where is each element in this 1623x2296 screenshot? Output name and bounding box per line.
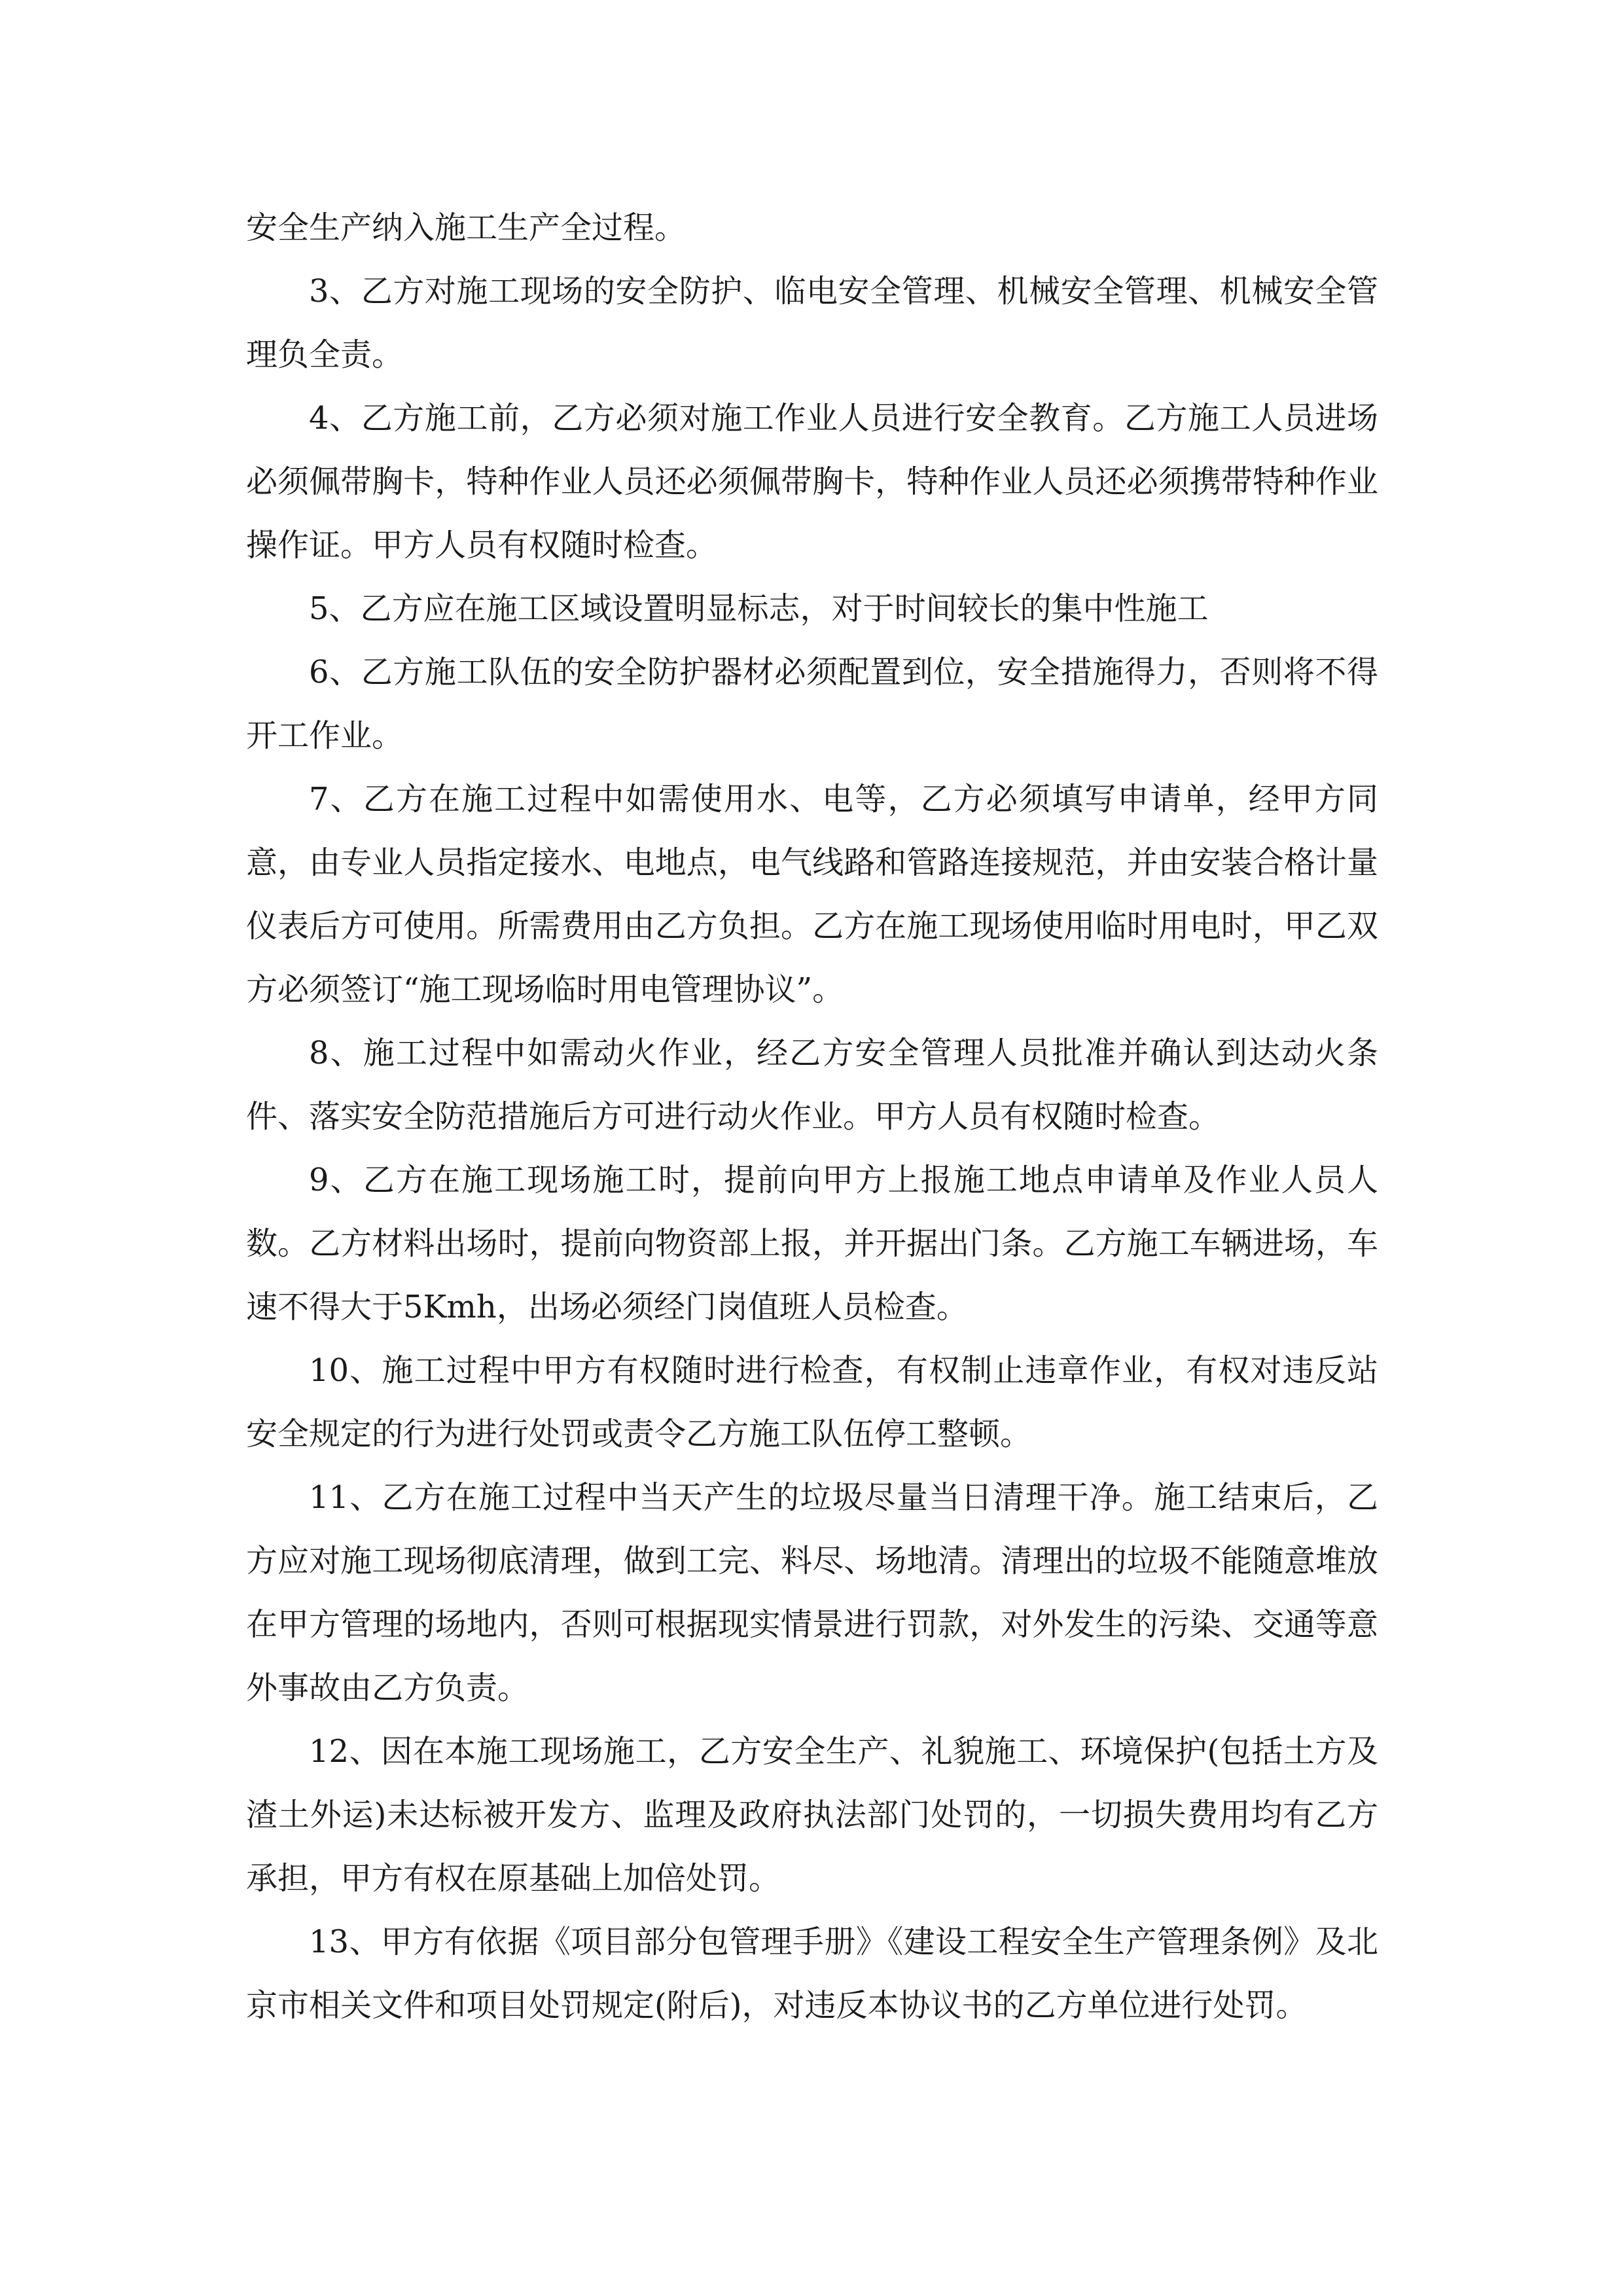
- clause-11: 11、乙方在施工过程中当天产生的垃圾尽量当日清理干净。施工结束后，乙方应对施工现场彻底清理，做到工完、料尽、场地清。清理出的垃圾不能随意堆放在甲方管理的场地内，否则可根据现实情景进行罚款，对外发生的污染、交通等意外事故由乙方负责。: [246, 1479, 1378, 1706]
- clause-13: 13、甲方有依据《项目部分包管理手册》《建设工程安全生产管理条例》及北京市相关文件和项目处罚规定(附后)，对违反本协议书的乙方单位进行处罚。: [246, 1924, 1378, 2024]
- clause-12: 12、因在本施工现场施工，乙方安全生产、礼貌施工、环境保护(包括土方及渣土外运)未达标被开发方、监理及政府执法部门处罚的，一切损失费用均有乙方承担，甲方有权在原基础上加倍处罚。: [246, 1733, 1378, 1897]
- clause-5: 5、乙方应在施工区域设置明显标志，对于时间较长的集中性施工: [309, 590, 1209, 627]
- clause-3: 3、乙方对施工现场的安全防护、临电安全管理、机械安全管理、机械安全管理负全责。: [246, 273, 1378, 373]
- clause-6: 6、乙方施工队伍的安全防护器材必须配置到位，安全措施得力，否则将不得开工作业。: [246, 654, 1378, 754]
- clause-8: 8、施工过程中如需动火作业，经乙方安全管理人员批准并确认到达动火条件、落实安全防范措施后方可进行动火作业。甲方人员有权随时检查。: [246, 1035, 1378, 1135]
- clause-10: 10、施工过程中甲方有权随时进行检查，有权制止违章作业，有权对违反站安全规定的行为进行处罚或责令乙方施工队伍停工整顿。: [246, 1352, 1378, 1452]
- paragraph-continuation: 安全生产纳入施工生产全过程。: [246, 209, 687, 246]
- document-body: [246, 196, 1378, 2037]
- clause-7: 7、乙方在施工过程中如需使用水、电等，乙方必须填写申请单，经甲方同意，由专业人员指定接水、电地点，电气线路和管路连接规范，并由安装合格计量仪表后方可使用。所需费用由乙方负担。乙方在施工现场使用临时用电时，甲乙双方必须签订“施工现场临时用电管理协议”。: [246, 781, 1378, 1008]
- clause-4: 4、乙方施工前，乙方必须对施工作业人员进行安全教育。乙方施工人员进场必须佩带胸卡，特种作业人员还必须佩带胸卡，特种作业人员还必须携带特种作业操作证。甲方人员有权随时检查。: [246, 400, 1378, 564]
- clause-9: 9、乙方在施工现场施工时，提前向甲方上报施工地点申请单及作业人员人数。乙方材料出场时，提前向物资部上报，并开据出门条。乙方施工车辆进场，车速不得大于5Kmh，出场必须经门岗值班人员检查。: [246, 1162, 1378, 1325]
